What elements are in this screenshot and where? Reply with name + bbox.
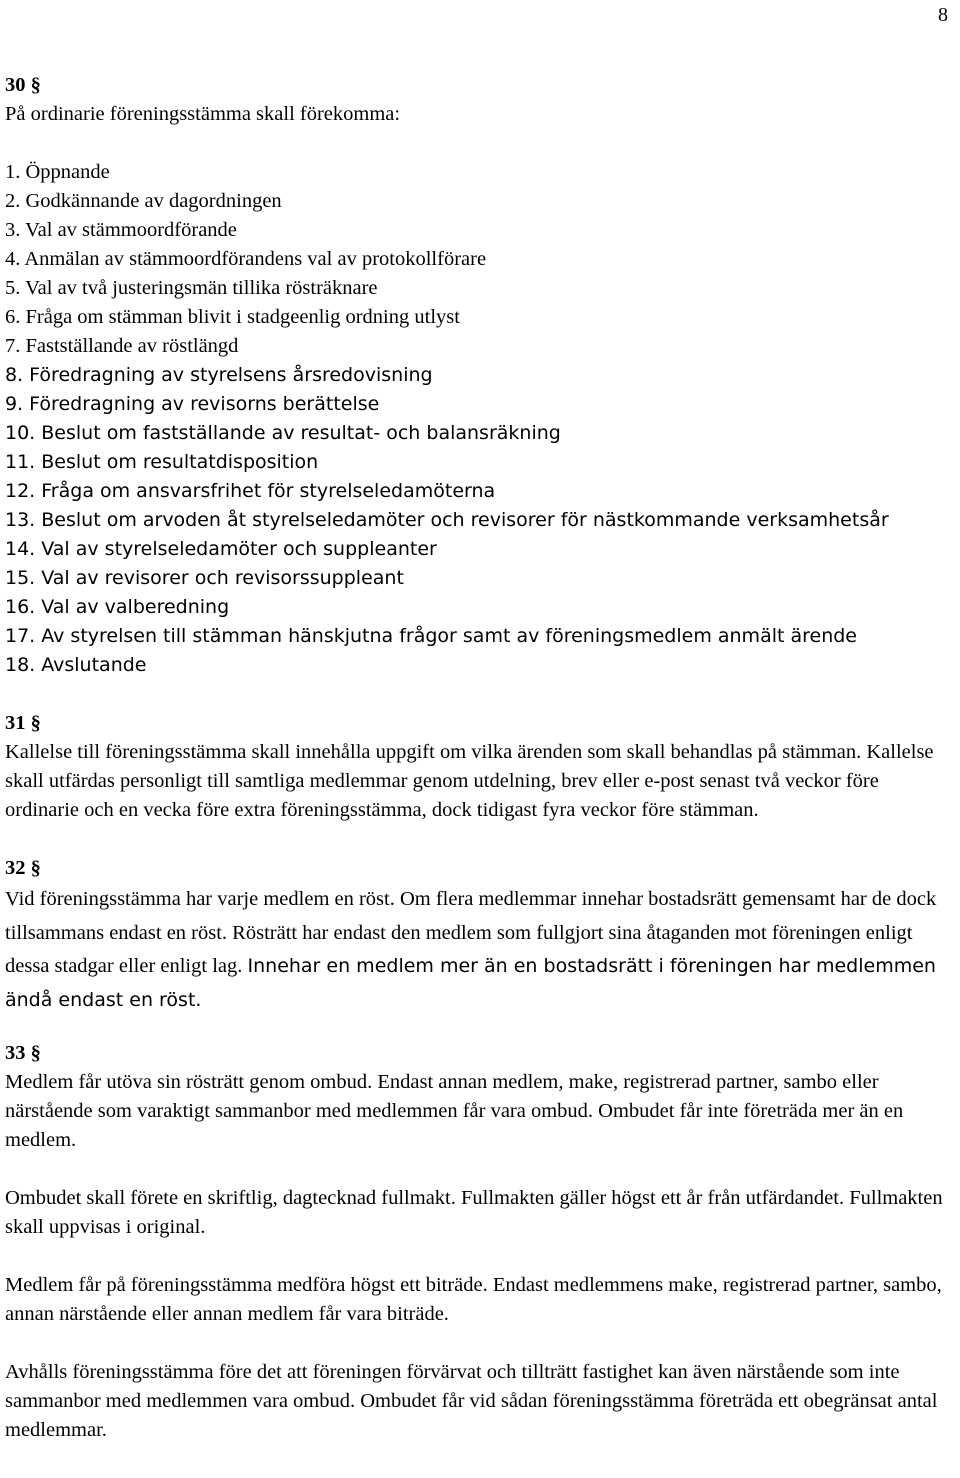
list-item: 11. Beslut om resultatdisposition <box>5 451 319 473</box>
list-item: 12. Fråga om ansvarsfrihet för styrelseledamöterna <box>5 480 496 502</box>
list-item: 6. Fråga om stämman blivit i stadgeenlig ordning utlyst <box>5 306 460 328</box>
section-32-text-b: Innehar en medlem mer än en bostadsrätt i föreningen har medlemmen ändå endast en röst. <box>5 955 936 1011</box>
section-33-paragraph-4: Avhålls föreningsstämma före det att föreningen förvärvat och tillträtt fastighet kan även närstående som inte sammanbor med medlemmen vara ombud. Ombudet får vid sådan föreningsstämma företräda ett obegränsat antal medlemmar. <box>5 1361 938 1441</box>
page-number: 8 <box>938 4 948 26</box>
list-item: 8. Föredragning av styrelsens årsredovisning <box>5 364 433 386</box>
section-33-paragraph-2: Ombudet skall förete en skriftlig, dagtecknad fullmakt. Fullmakten gäller högst ett år från utfärdandet. Fullmakten skall uppvisas i original. <box>5 1187 943 1238</box>
list-item: 7. Fastställande av röstlängd <box>5 335 239 357</box>
list-item: 14. Val av styrelseledamöter och suppleanter <box>5 538 437 560</box>
section-30-heading: 30 § <box>5 74 41 96</box>
list-item: 15. Val av revisorer och revisorssuppleant <box>5 567 404 589</box>
list-item: 13. Beslut om arvoden åt styrelseledamöter och revisorer för nästkommande verksamhetsår <box>5 509 889 531</box>
list-item: 5. Val av två justeringsmän tillika rösträknare <box>5 277 378 299</box>
document-body <box>5 71 955 1445</box>
section-31-text: Kallelse till föreningsstämma skall innehålla uppgift om vilka ärenden som skall behandlas på stämman. Kallelse skall utfärdas personligt till samtliga medlemmar genom utdelning, brev eller e-post senast två veckor före ordinarie och en vecka före extra föreningsstämma, dock tidigast fyra veckor före stämman. <box>5 741 934 821</box>
section-32-text <box>5 883 955 1017</box>
list-item: 2. Godkännande av dagordningen <box>5 190 282 212</box>
list-item: 1. Öppnande <box>5 161 110 183</box>
list-item: 3. Val av stämmoordförande <box>5 219 237 241</box>
list-item: 4. Anmälan av stämmoordförandens val av protokollförare <box>5 248 487 270</box>
section-33-heading: 33 § <box>5 1042 41 1064</box>
list-item: 16. Val av valberedning <box>5 596 230 618</box>
list-item: 9. Föredragning av revisorns berättelse <box>5 393 380 415</box>
list-item: 10. Beslut om fastställande av resultat- och balansräkning <box>5 422 561 444</box>
section-32-text-a: Vid föreningsstämma har varje medlem en röst. Om flera medlemmar innehar bostadsrätt gemensamt har de dock tillsammans endast en röst. Rösträtt har endast den medlem som fullgjort sina åtaganden mot föreningen enligt dessa stadgar eller enligt lag. <box>5 888 937 977</box>
section-33-paragraph-1: Medlem får utöva sin rösträtt genom ombud. Endast annan medlem, make, registrerad partner, sambo eller närstående som varaktigt sammanbor med medlemmen får vara ombud. Ombudet får inte företräda mer än en medlem. <box>5 1071 904 1151</box>
list-item: 17. Av styrelsen till stämman hänskjutna frågor samt av föreningsmedlem anmält ärende <box>5 625 857 647</box>
section-30-intro: På ordinarie föreningsstämma skall förekomma: <box>5 103 401 125</box>
section-32-heading: 32 § <box>5 857 41 879</box>
section-31-heading: 31 § <box>5 712 41 734</box>
list-item: 18. Avslutande <box>5 654 147 676</box>
agenda-list <box>5 158 955 680</box>
section-33-paragraph-3: Medlem får på föreningsstämma medföra högst ett biträde. Endast medlemmens make, registrerad partner, sambo, annan närstående eller annan medlem får vara biträde. <box>5 1274 942 1325</box>
